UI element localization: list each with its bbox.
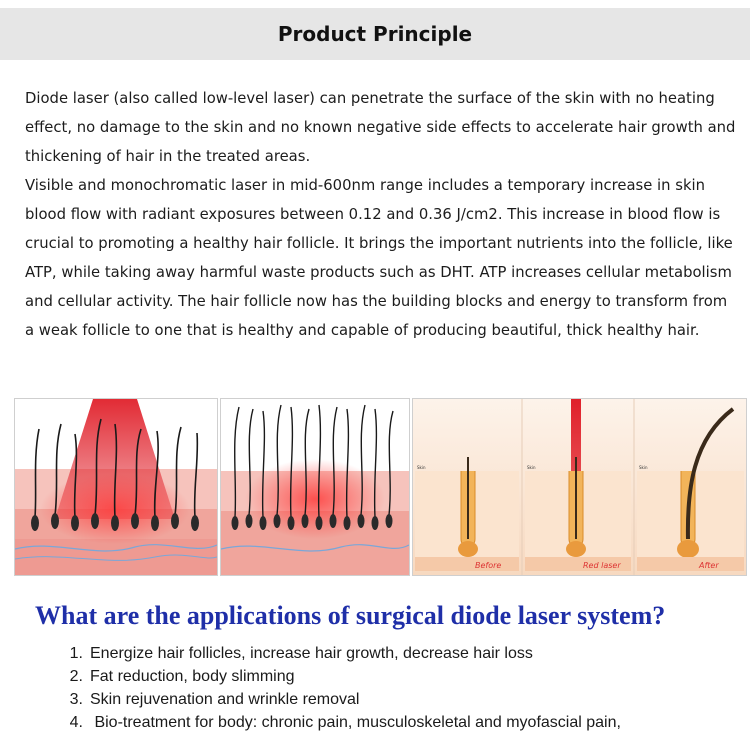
caption-red-laser: Red laser <box>583 561 621 570</box>
list-item: 4. Bio-treatment for body: chronic pain, musculoskeletal and myofascial pain, <box>69 714 621 731</box>
laser-hair-image-1 <box>14 398 218 576</box>
skin-label: Skin <box>417 465 426 470</box>
follicle-stages-diagram <box>412 398 747 576</box>
list-item: 1. Energize hair follicles, increase hair growth, decrease hair loss <box>69 645 533 662</box>
principle-text <box>25 84 740 345</box>
list-item: 2. Fat reduction, body slimming <box>69 668 295 685</box>
caption-before: Before <box>475 561 502 570</box>
paragraph-1: Diode laser (also called low-level laser) can penetrate the surface of the skin with no heating effect, no damage to the skin and no known negative side effects to accelerate hair growth and thickening of hair in the treated areas. <box>25 90 736 165</box>
applications-list <box>40 642 740 734</box>
skin-label-2: Skin <box>527 465 536 470</box>
list-item: 3. Skin rejuvenation and wrinkle removal <box>69 691 360 708</box>
caption-after: After <box>699 561 719 570</box>
page-title: Product Principle <box>277 22 473 46</box>
paragraph-2: Visible and monochromatic laser in mid-600nm range includes a temporary increase in skin blood flow with radiant exposures between 0.12 and 0.36 J/cm2. This increase in blood flow is crucial to promoting a healthy hair follicle. It brings the important nutrients into the follicle, like ATP, while taking away harmful waste products such as DHT. ATP increases cellular metabolism and cellular activity. The hair follicle now has the building blocks and energy to transform from a weak follicle to one that is healthy and capable of producing beautiful, thick healthy hair. <box>25 177 733 339</box>
laser-hair-image-2 <box>220 398 410 576</box>
skin-label-3: Skin <box>639 465 648 470</box>
applications-heading: What are the applications of surgical diode laser system? <box>35 601 666 630</box>
